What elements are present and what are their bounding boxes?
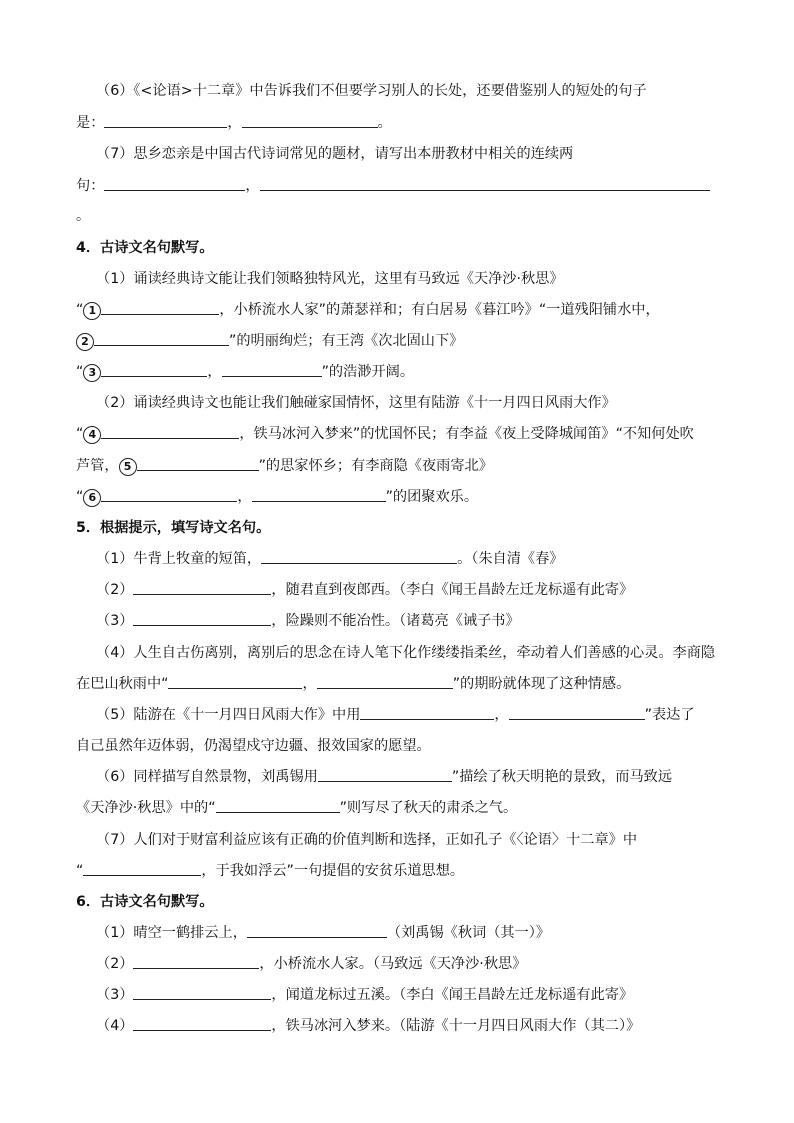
section-4-title <box>76 237 214 259</box>
comma: ， <box>302 676 317 692</box>
circled-number-6: 6 <box>83 489 101 507</box>
question-text: 《天净沙·秋思》中的“ <box>76 800 216 816</box>
comma: ， <box>227 115 242 131</box>
section-4-part-1-line-1 <box>76 299 660 321</box>
question-6-answer-line <box>76 112 392 134</box>
line-text: ，铁马冰河入梦来”的忧国怀民；有李益《夜上受降城闻笛》“不知何处吹 <box>239 426 694 442</box>
question-number: （3） <box>96 613 134 629</box>
section-4-part-1-line-2 <box>76 330 463 352</box>
question-number: （3） <box>96 987 134 1003</box>
question-text: （5）陆游在《十一月四日风雨大作》中用 <box>96 707 361 723</box>
section-5-question-6-line-2 <box>76 797 517 819</box>
answer-label: 句： <box>76 178 105 194</box>
line-text: ”的团聚欢乐。 <box>385 489 479 505</box>
answer-blank[interactable] <box>133 1015 271 1031</box>
answer-blank-6b[interactable] <box>252 486 386 502</box>
line-text: ”的明丽绚烂；有王湾《次北固山下》 <box>229 333 464 349</box>
answer-blank[interactable] <box>168 673 302 689</box>
section-6-question-4 <box>96 1015 640 1037</box>
section-6-title <box>76 891 214 913</box>
open-quote: “ <box>76 364 84 380</box>
answer-blank-2[interactable] <box>94 330 229 346</box>
section-5-question-5-line-2 <box>76 735 431 757</box>
answer-blank[interactable] <box>260 175 710 191</box>
question-text: （1）牛背上牧童的短笛， <box>96 551 262 567</box>
section-4-part-2-line-1 <box>76 423 694 445</box>
line-text: ，小桥流水人家”的萧瑟祥和；有白居易《暮江吟》“一道残阳铺水中， <box>219 302 660 318</box>
section-6-question-1 <box>96 922 550 944</box>
answer-blank[interactable] <box>83 860 201 876</box>
section-6-question-2 <box>96 953 526 975</box>
period: 。 <box>377 115 392 131</box>
open-quote: “ <box>76 426 84 442</box>
answer-blank[interactable] <box>242 112 378 128</box>
question-text: 自己虽然年迈体弱，仍渴望戍守边疆、报效国家的愿望。 <box>76 738 431 754</box>
section-4-part-1-line-3 <box>76 361 414 383</box>
answer-blank[interactable] <box>261 548 457 564</box>
section-5-question-6 <box>96 766 672 788</box>
circled-number-5: 5 <box>119 458 137 476</box>
answer-blank[interactable] <box>104 112 227 128</box>
open-quote: “ <box>76 863 84 879</box>
open-quote: “ <box>76 489 84 505</box>
answer-blank-6a[interactable] <box>101 486 237 502</box>
answer-blank[interactable] <box>317 673 453 689</box>
answer-blank-1[interactable] <box>101 299 219 315</box>
period: 。 <box>76 208 91 224</box>
question-text: 在巴山秋雨中“ <box>76 676 169 692</box>
circled-number-2: 2 <box>76 333 94 351</box>
section-4-part-2-line-2 <box>76 455 493 477</box>
answer-blank[interactable] <box>318 766 452 782</box>
question-text: ，闻道龙标过五溪。（李白《闻王昌龄左迁龙标遥有此寄》 <box>271 987 634 1003</box>
question-7-text: （7）思乡恋亲是中国古代诗词常见的题材，请写出本册教材中相关的连续两 <box>96 146 574 162</box>
question-6-text: （6）《<论语>十二章》中告诉我们不但要学习别人的长处，还要借鉴别人的短处的句子 <box>96 83 647 99</box>
question-7-period <box>76 205 90 227</box>
circled-number-4: 4 <box>83 426 101 444</box>
line-text: ”的浩渺开阔。 <box>321 364 415 380</box>
question-6-prompt <box>96 80 647 102</box>
answer-blank[interactable] <box>133 610 271 626</box>
section-4-part-2-line-3 <box>76 486 478 508</box>
question-text: （7）人们对于财富利益应该有正确的价值判断和选择，正如孔子《〈论语〉十二章》中 <box>96 832 638 848</box>
answer-blank[interactable] <box>509 704 645 720</box>
question-text: ，铁马冰河入梦来。（陆游《十一月四日风雨大作（其二）》 <box>271 1018 641 1034</box>
answer-blank[interactable] <box>133 579 271 595</box>
question-text: ”表达了 <box>644 707 695 723</box>
answer-blank[interactable] <box>133 984 271 1000</box>
section-5-question-1 <box>96 548 564 570</box>
question-source: （刘禹锡《秋词（其一）》 <box>386 925 551 941</box>
part-intro-text: （1）诵读经典诗文能让我们领略独特风光，这里有马致远《天净沙·秋思》 <box>96 271 564 287</box>
question-text: （6）同样描写自然景物，刘禹锡用 <box>96 769 318 785</box>
comma: ， <box>207 364 222 380</box>
answer-blank-3b[interactable] <box>222 361 322 377</box>
section-title: 4．古诗文名句默写。 <box>76 240 214 256</box>
question-source: 。（朱自清《春》 <box>457 551 564 567</box>
question-text: ，于我如浮云”一句提倡的安贫乐道思想。 <box>201 863 465 879</box>
answer-blank-4[interactable] <box>101 423 239 439</box>
question-number: （2） <box>96 582 134 598</box>
question-text: ”则写尽了秋天的肃杀之气。 <box>339 800 518 816</box>
question-text: （4）人生自古伤离别，离别后的思念在诗人笔下化作缕缕指柔丝，牵动着人们善感的心灵。李商隐 <box>96 645 716 661</box>
line-text: ”的思家怀乡；有李商隐《夜雨寄北》 <box>258 458 493 474</box>
question-text: ，险躁则不能冶性。（诸葛亮《诫子书》 <box>271 613 520 629</box>
question-number: （4） <box>96 1018 134 1034</box>
section-5-question-4-line-2 <box>76 673 630 695</box>
section-5-question-7-line-2 <box>76 860 464 882</box>
question-text: ，小桥流水人家。（马致远《天净沙·秋思》 <box>259 956 527 972</box>
open-quote: “ <box>76 302 84 318</box>
section-5-question-3 <box>96 610 520 632</box>
section-5-question-7 <box>96 829 637 851</box>
section-title: 6．古诗文名句默写。 <box>76 894 214 910</box>
answer-blank[interactable] <box>247 922 387 938</box>
answer-blank[interactable] <box>216 797 340 813</box>
comma: ， <box>494 707 509 723</box>
circled-number-3: 3 <box>83 364 101 382</box>
answer-blank[interactable] <box>104 175 245 191</box>
line-text: 芦管， <box>76 458 119 474</box>
section-5-question-2 <box>96 579 633 601</box>
question-text: ”描绘了秋天明艳的景致，而马致远 <box>451 769 673 785</box>
answer-blank[interactable] <box>133 953 259 969</box>
answer-blank[interactable] <box>360 704 494 720</box>
comma: ， <box>245 178 260 194</box>
question-7-answer-line <box>76 175 710 197</box>
answer-label: 是： <box>76 115 105 131</box>
answer-blank-3a[interactable] <box>101 361 207 377</box>
question-number: （2） <box>96 956 134 972</box>
section-4-part-1-intro <box>96 268 564 290</box>
question-text: ，随君直到夜郎西。（李白《闻王昌龄左迁龙标遥有此寄》 <box>271 582 634 598</box>
part-intro-text: （2）诵读经典诗文也能让我们触碰家国情怀，这里有陆游《十一月四日风雨大作》 <box>96 395 616 411</box>
section-5-question-4 <box>96 642 715 664</box>
section-title: 5．根据提示，填写诗文名句。 <box>76 520 271 536</box>
section-4-part-2-intro <box>96 392 616 414</box>
answer-blank-5[interactable] <box>137 455 259 471</box>
circled-number-1: 1 <box>83 302 101 320</box>
question-text: （1）晴空一鹤排云上， <box>96 925 247 941</box>
question-text: ”的期盼就体现了这种情感。 <box>452 676 631 692</box>
section-5-title <box>76 517 270 539</box>
question-7-prompt <box>96 143 573 165</box>
comma: ， <box>237 489 252 505</box>
section-5-question-5 <box>96 704 695 726</box>
section-6-question-3 <box>96 984 633 1006</box>
